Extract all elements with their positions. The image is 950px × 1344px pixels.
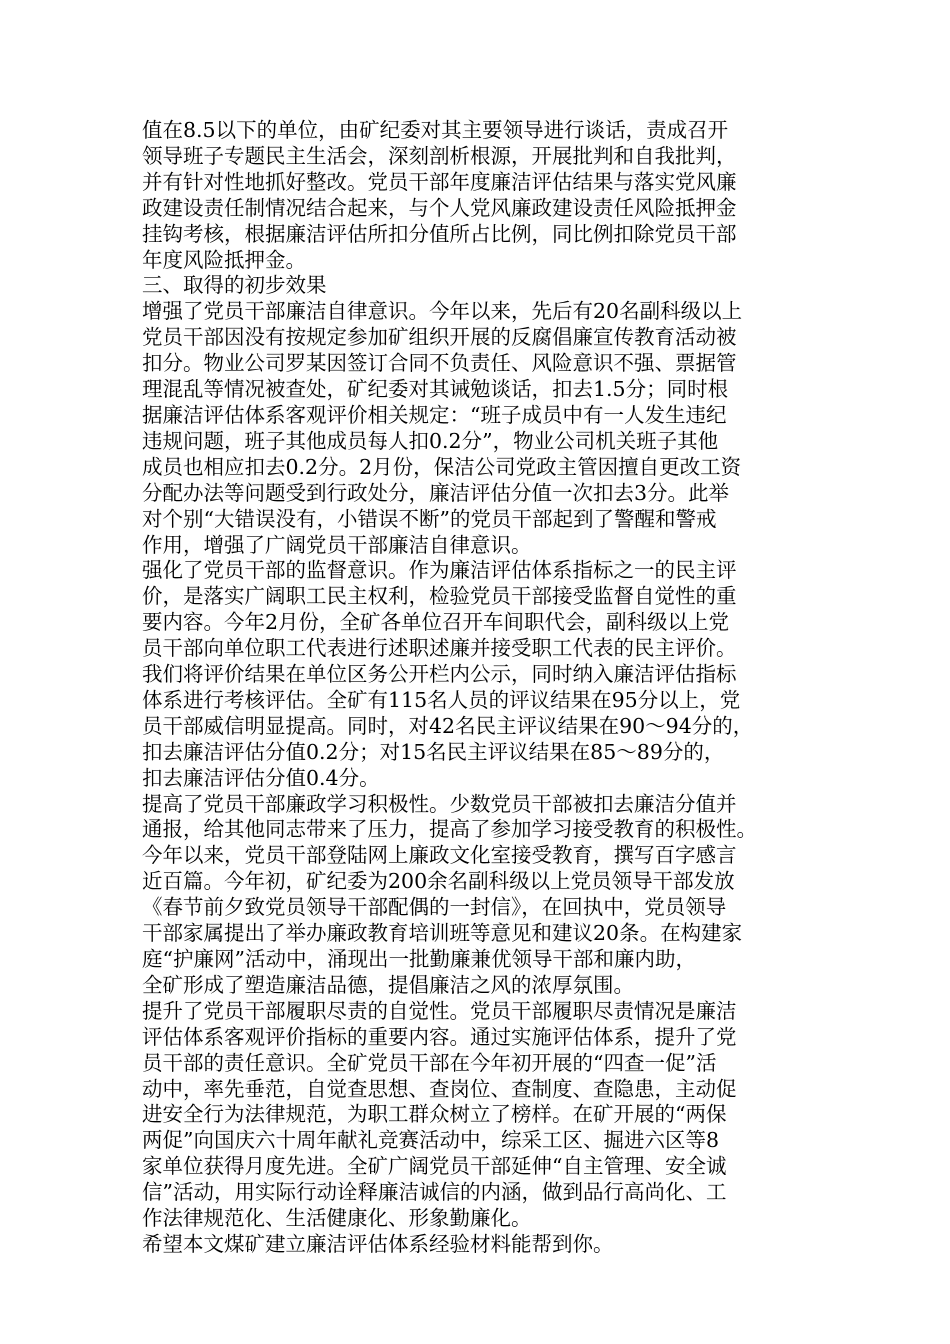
paragraph-duty: 提升了党员干部履职尽责的自觉性。党员干部履职尽责情况是廉洁 评估体系客观评价指标的重要内容。通过实施评估体系，提升了党 员干部的责任意识。全矿党员干部在今年初开展的“四查一促”活 动中，率先垂范，自觉查思想、查岗位、查制度、查隐患，主动促 进安全行为法律规范，为职工群众树立了榜样。在矿开展的“两保 两促”向国庆六十周年献礼竞赛活动中，综采工区、掘进六区等8 家单位获得月度先进。全矿广阔党员干部延伸“自主管理、安全诚 信”活动，用实际行动诠释廉洁诚信的内涵，做到品行高尚化、工 作法律规范化、生活健康化、形象勤廉化。 <box>142 998 737 1231</box>
section-heading: 三、取得的初步效果 <box>142 273 327 298</box>
paragraph-supervision: 强化了党员干部的监督意识。作为廉洁评估体系指标之一的民主评 价，是落实广阔职工民主权利，检验党员干部接受监督自觉性的重 要内容。今年2月份，全矿各单位召开车间职代会，副科级以上党 员干部向单位职工代表进行述职述廉并接受职工代表的民主评价。 我们将评价结果在单位区务公开栏内公示，同时纳入廉洁评估指标 体系进行考核评估。全矿有115名人员的评议结果在95分以上，党 员干部威信明显提高。同时，对42名民主评议结果在90～94分的， 扣去廉洁评估分值0.2分；对15名民主评议结果在85～89分的， 扣去廉洁评估分值0.4分。 <box>142 558 754 790</box>
paragraph-study: 提高了党员干部廉政学习积极性。少数党员干部被扣去廉洁分值并 通报，给其他同志带来了压力，提高了参加学习接受教育的积极性。 今年以来，党员干部登陆网上廉政文化室接受教育，撰写百字感言 近百篇。今年初，矿纪委为200余名副科级以上党员领导干部发放 《春节前夕致党员领导干部配偶的一封信》，在回执中，党员领导 干部家属提出了举办廉政教育培训班等意见和建议20条。在构建家 庭“护廉网”活动中，涌现出一批勤廉兼优领导干部和廉内助， 全矿形成了塑造廉洁品德，提倡廉洁之风的浓厚氛围。 <box>142 791 757 997</box>
paragraph-accountability: 值在8.5以下的单位，由矿纪委对其主要领导进行谈话，责成召开 领导班子专题民主生活会，深刻剖析根源，开展批判和自我批判， 并有针对性地抓好整改。党员干部年度廉洁评估结果与落实党风廉 政建设责任制情况结合起来，与个人党风廉政建设责任风险抵押金 挂钩考核，根据廉洁评估所扣分值所占比例，同比例扣除党员干部 年度风险抵押金。 <box>142 118 737 272</box>
paragraph-self-discipline: 增强了党员干部廉洁自律意识。今年以来，先后有20名副科级以上 党员干部因没有按规定参加矿组织开展的反腐倡廉宣传教育活动被 扣分。物业公司罗某因签订合同不负责任、风险意识不强、票据管 理混乱等情况被查处，矿纪委对其诫勉谈话，扣去1.5分；同时根 据廉洁评估体系客观评价相关规定：“班子成员中有一人发生违纪 违规问题，班子其他成员每人扣0.2分”，物业公司机关班子其他 成员也相应扣去0.2分。2月份，保洁公司党政主管因擅自更改工资 分配办法等问题受到行政处分，廉洁评估分值一次扣去3分。此举 对个别“大错误没有，小错误不断”的党员干部起到了警醒和警戒 作用，增强了广阔党员干部廉洁自律意识。 <box>142 299 743 557</box>
document-body <box>142 118 822 1258</box>
paragraph-closing: 希望本文煤矿建立廉洁评估体系经验材料能帮到你。 <box>142 1231 614 1256</box>
